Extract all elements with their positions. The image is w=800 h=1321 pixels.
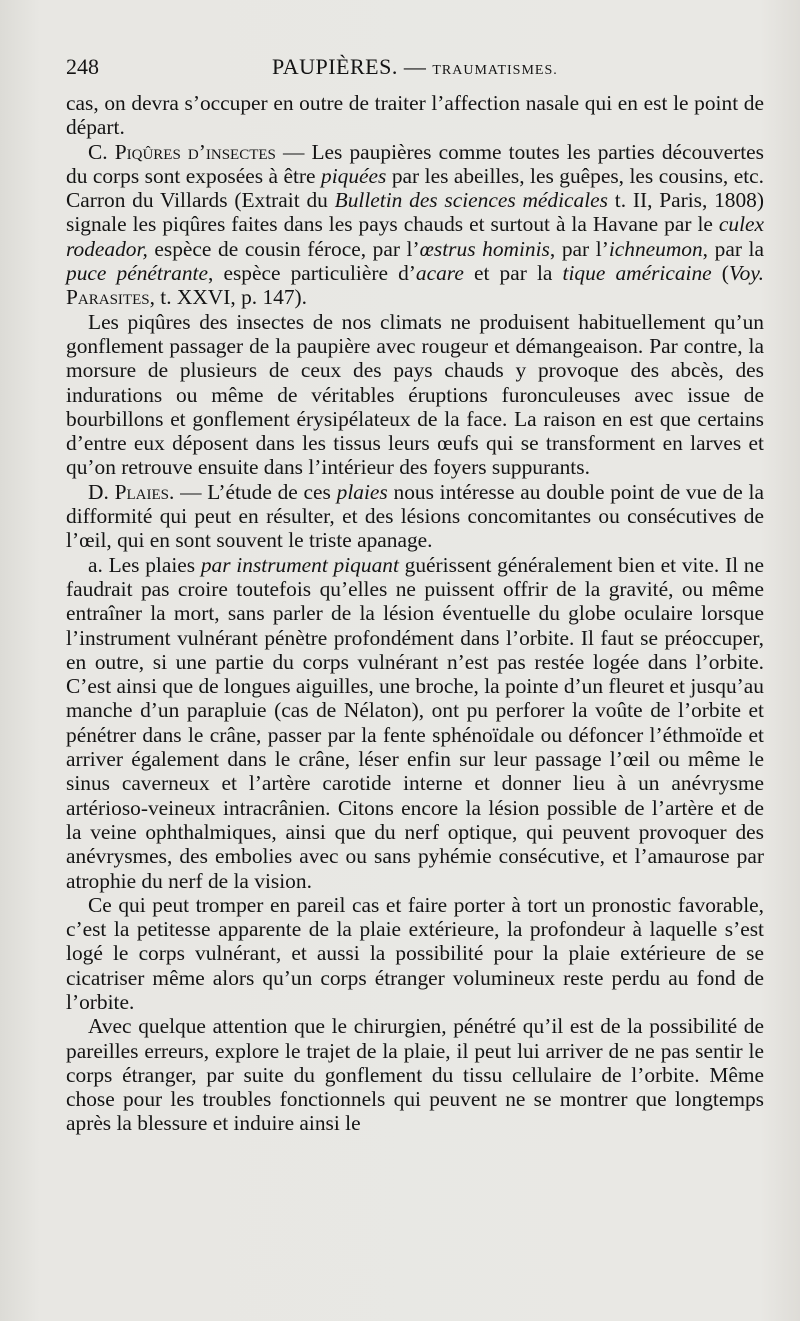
text-run: par les abeilles, les guêpes, les cousins, etc. Carron du Villards (Extrait du	[66, 163, 764, 213]
italic-text: acare	[415, 261, 464, 286]
running-title-dash: —	[397, 54, 433, 79]
italic-text: œstrus hominis	[419, 236, 550, 261]
page-number: 248	[66, 54, 99, 79]
italic-text: piquées	[321, 163, 387, 188]
text-run: Avec quelque attention que le chirurgien, pénétré qu’il est de la possibilité de pareilles erreurs, explore le trajet de la plaie, il peut lui arriver de ne pas sentir le corps étranger, par suite du gonflement du tissu cellulaire de l’orbite. Même chose pour les troubles fonctionnels qui peuvent ne se montrer que longtemps après la blessure et induire ainsi le	[66, 1014, 764, 1136]
small-caps-heading: Piqûres d’insectes	[114, 139, 276, 164]
running-title-subtitle: TRAUMATISMES.	[432, 63, 558, 78]
paragraph	[66, 91, 764, 140]
italic-text: plaies	[336, 479, 388, 504]
text-run: (	[711, 261, 729, 286]
running-title-main: PAUPIÈRES.	[272, 54, 398, 79]
italic-text: culex rodeador,	[66, 212, 764, 261]
text-run: . — L’étude de ces	[168, 479, 337, 504]
text-run: espèce de cousin féroce, par l’	[147, 236, 420, 261]
running-title	[272, 54, 558, 80]
text-run: nous intéresse au double point de vue de la difformité qui peut en résulter, et des lésions concomitantes ou consécutives de l’œil, qui en sont souvent le triste apanage.	[66, 479, 764, 553]
italic-text: Bulletin des sciences médicales	[334, 188, 608, 213]
text-run: , espèce particulière d’	[207, 261, 416, 286]
italic-text: Voy.	[728, 261, 764, 286]
italic-text: ichneumon	[608, 236, 703, 261]
paragraph	[66, 140, 764, 310]
italic-text: puce pénétrante	[66, 261, 208, 286]
italic-text: par instrument piquant	[200, 552, 399, 577]
text-run: a. Les plaies	[88, 552, 201, 577]
running-header	[66, 48, 764, 78]
paragraph	[66, 310, 764, 480]
text-run: et par la	[463, 261, 563, 286]
text-run: D.	[88, 479, 115, 504]
text-run: cas, on devra s’occuper en outre de traiter l’affection nasale qui en est le point de départ.	[66, 91, 764, 140]
small-caps-heading: Parasites	[66, 285, 150, 310]
text-run: C.	[88, 139, 115, 164]
text-run: guérissent généralement bien et vite. Il ne faudrait pas croire toutefois qu’elles ne puissent offrir de la gravité, ou même entraîner la mort, sans parler de la lésion éventuelle du globe oculaire lorsque l’instrument vulnérant pénètre profondément dans l’orbite. Il faut se préoccuper, en outre, si une partie du corps vulnérant n’est pas restée logée dans l’orbite. C’est ainsi que de longues aiguilles, une broche, la pointe d’un fleuret et jusqu’au manche d’un parapluie (cas de Nélaton), ont pu perforer la voûte de l’orbite et pénétrer dans le crâne, passer par la fente sphénoïdale ou défoncer l’éthmoïde et arriver également dans le crâne, léser enfin sur leur passage l’œil ou même le sinus caverneux et l’artère carotide interne et donner lieu à un anévrysme artérioso-veineux intracrânien. Citons encore la lésion possible de l’artère et de la veine ophthalmiques, ainsi que du nerf optique, qui peuvent provoquer des anévrysmes, des embolies avec ou sans pyhémie consécutive, et l’amaurose par atrophie du nerf de la vision.	[66, 552, 764, 893]
text-run: , par la	[702, 236, 764, 261]
italic-text: tique américaine	[562, 261, 712, 286]
text-run: Les piqûres des insectes de nos climats ne produisent habituellement qu’un gonflement passager de la paupière avec rougeur et démangeaison. Par contre, la morsure de plusieurs de ceux des pays chauds y provoque des abcès, des indurations ou même de véritables éruptions furonculeuses avec issue de bourbillons et gonflement érysipélateux de la face. La raison en est que certains d’entre eux déposent dans les tissus leurs œufs qui se transforment en larves et qu’on retrouve ensuite dans l’intérieur des foyers suppurants.	[66, 309, 764, 480]
text-run: t. II, Paris, 1808) signale les piqûres faites dans les pays chauds et surtout à la Havane par le	[66, 188, 764, 237]
text-run: — Les paupières comme toutes les parties découvertes du corps sont exposées à être	[66, 139, 764, 188]
body-text	[66, 91, 764, 1136]
paragraph	[66, 1014, 764, 1135]
paragraph	[66, 480, 764, 553]
paragraph	[66, 893, 764, 1014]
small-caps-heading: Plaies	[114, 479, 169, 504]
text-run: , t. XXVI, p. 147).	[149, 285, 308, 310]
paragraph	[66, 553, 764, 893]
text-run: , par l’	[549, 236, 609, 261]
text-run: Ce qui peut tromper en pareil cas et faire porter à tort un pronostic favorable, c’est la petitesse apparente de la plaie extérieure, la profondeur à laquelle s’est logé le corps vulnérant, et aussi la possibilité pour la plaie extérieure de se cicatriser même alors qu’un corps étranger volumineux reste perdu au fond de l’orbite.	[66, 892, 764, 1014]
